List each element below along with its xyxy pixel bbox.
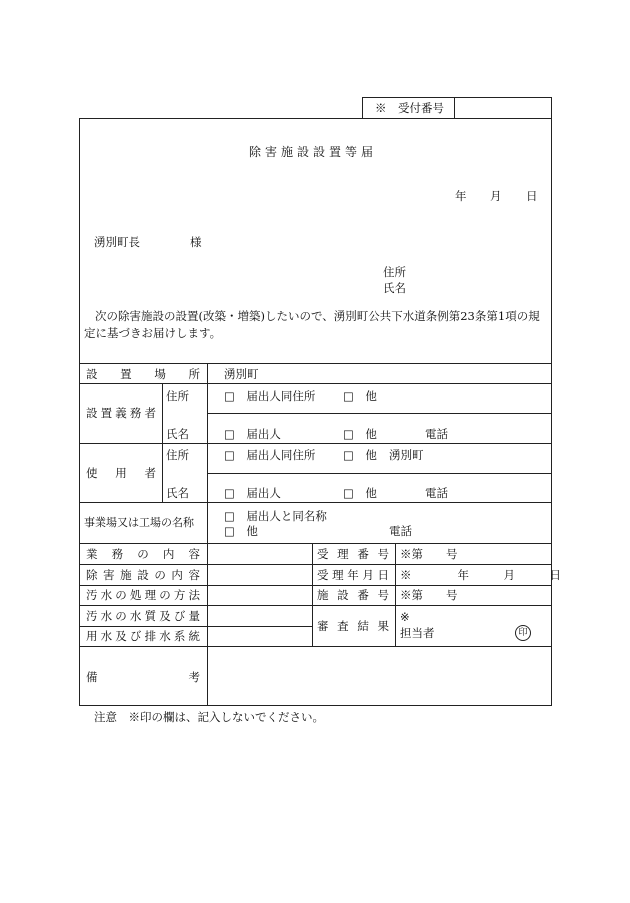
- facility-number-value: ※第 号: [400, 588, 458, 602]
- obligor-address-label: 住所: [166, 389, 189, 403]
- addressee-honorific: 様: [190, 235, 202, 249]
- user-name-other-checkbox[interactable]: □ 他: [343, 486, 377, 500]
- user-address-label: 住所: [166, 448, 189, 462]
- applicant-name-label: 氏名: [383, 281, 406, 295]
- obligor-address-same-checkbox[interactable]: □ 届出人同住所: [224, 389, 316, 403]
- user-name-label: 氏名: [166, 486, 189, 500]
- user-address-other-checkbox[interactable]: □ 他: [343, 448, 377, 462]
- obligor-name-other-checkbox[interactable]: □ 他: [343, 427, 377, 441]
- review-result-label: 審査結果: [317, 619, 389, 633]
- acceptance-date-value: ※ 年 月 日: [400, 568, 561, 582]
- business-label: 業務の内容: [86, 547, 200, 561]
- acceptance-number-value: ※第 号: [400, 547, 458, 561]
- receipt-number-label: ※ 受付番号: [375, 101, 444, 115]
- user-label: 使用者: [86, 466, 156, 480]
- facility-content-label: 除害施設の内容: [86, 568, 200, 582]
- date-day-label: 日: [526, 189, 538, 203]
- water-system-label: 用水及び排水系統: [86, 629, 200, 643]
- date-month-label: 月: [490, 189, 502, 203]
- receipt-divider: [454, 97, 455, 119]
- user-name-same-checkbox[interactable]: □ 届出人: [224, 486, 281, 500]
- location-value[interactable]: 湧別町: [224, 367, 259, 381]
- facility-name-other-checkbox[interactable]: □ 他: [224, 524, 258, 538]
- applicant-address-label: 住所: [383, 265, 406, 279]
- date-year-label: 年: [455, 189, 467, 203]
- remarks-field[interactable]: [212, 650, 548, 702]
- obligor-address-other-checkbox[interactable]: □ 他: [343, 389, 377, 403]
- remarks-label: 備考: [86, 670, 200, 684]
- footer-note: 注意 ※印の欄は、記入しないでください。: [94, 710, 324, 724]
- facility-name-label: 事業場又は工場の名称: [84, 516, 194, 529]
- user-address-town[interactable]: 湧別町: [389, 448, 424, 462]
- obligor-label: 設置義務者: [86, 406, 156, 420]
- treatment-method-label: 汚水の処理の方法: [86, 588, 200, 602]
- acceptance-number-label: 受理番号: [317, 547, 389, 561]
- receipt-number-field[interactable]: [460, 101, 546, 115]
- facility-phone-label: 電話: [389, 524, 412, 538]
- obligor-name-label: 氏名: [166, 427, 189, 441]
- user-phone-label: 電話: [425, 486, 448, 500]
- form-title: 除害施設設置等届: [249, 145, 378, 159]
- review-mark: ※: [400, 610, 410, 624]
- facility-name-same-checkbox[interactable]: □ 届出人と同名称: [224, 509, 327, 523]
- statement-text: 次の除害施設の設置(改築・増築)したいので、湧別町公共下水道条例第23条第1項の規定に基づきお届けします。: [84, 309, 540, 340]
- obligor-phone-label: 電話: [425, 427, 448, 441]
- addressee-name: 湧別町長: [94, 235, 140, 249]
- water-quality-label: 汚水の水質及び量: [86, 609, 200, 623]
- officer-label: 担当者: [400, 626, 435, 640]
- user-address-same-checkbox[interactable]: □ 届出人同住所: [224, 448, 316, 462]
- facility-number-label: 施設番号: [317, 588, 389, 602]
- obligor-name-same-checkbox[interactable]: □ 届出人: [224, 427, 281, 441]
- location-label: 設置場所: [86, 367, 200, 381]
- acceptance-date-label: 受理年月日: [317, 568, 389, 582]
- seal-icon: 印: [515, 625, 531, 641]
